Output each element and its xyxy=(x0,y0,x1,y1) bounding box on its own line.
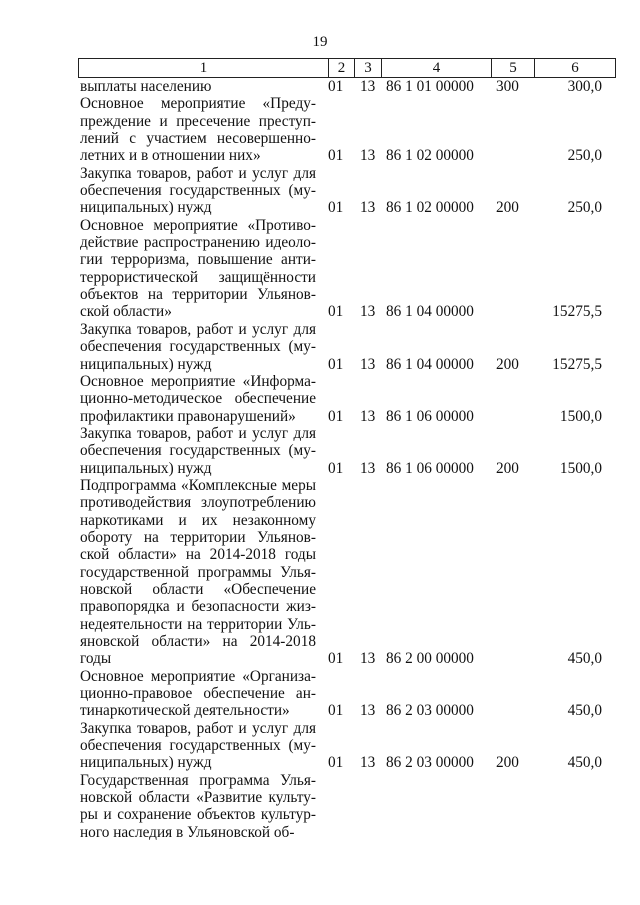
row-section: 01 xyxy=(328,147,344,165)
table-row xyxy=(78,95,616,164)
row-amount: 300,0 xyxy=(567,78,602,95)
row-section: 01 xyxy=(328,199,344,217)
row-section: 01 xyxy=(328,355,344,373)
row-expense-type: 200 xyxy=(496,199,519,217)
header-col-3: 3 xyxy=(354,59,381,77)
row-expense-type: 200 xyxy=(496,355,519,373)
table-header xyxy=(78,58,616,78)
row-target-article: 86 1 02 00000 xyxy=(386,147,474,165)
row-description: Закупка товаров, работ и услуг для обеспечения государственных (муниципальных) нужд xyxy=(80,424,316,477)
header-col-2: 2 xyxy=(328,59,354,77)
row-subsection: 13 xyxy=(360,407,376,425)
row-amount: 15275,5 xyxy=(552,303,602,321)
row-subsection: 13 xyxy=(360,147,376,165)
table-row xyxy=(78,720,616,772)
row-subsection: 13 xyxy=(360,754,376,772)
row-target-article: 86 2 00 00000 xyxy=(386,650,474,668)
header-col-5: 5 xyxy=(491,59,534,77)
row-description: Подпрограмма «Комплексные меры противодействия злоупотреблению наркотиками и их незаконному обороту на территории Ульяновской области» на 2014-2018 годы государственной программы Ульяновской области «Обеспечение правопорядка и безопасности жизнедеятельности на территории Ульяновской области» на 2014-2018 годы xyxy=(80,476,316,668)
row-target-article: 86 1 01 00000 xyxy=(386,78,474,95)
row-amount: 1500,0 xyxy=(559,459,602,477)
table-row xyxy=(78,78,616,95)
page-number: 19 xyxy=(312,34,328,50)
row-description: Основное мероприятие «Информационно-методическое обеспечение профилактики правонарушений» xyxy=(80,372,316,425)
row-target-article: 86 1 06 00000 xyxy=(386,459,474,477)
row-section: 01 xyxy=(328,78,344,95)
row-amount: 250,0 xyxy=(567,147,602,165)
row-section: 01 xyxy=(328,407,344,425)
row-description: Государственная программа Ульяновской области «Развитие культуры и сохранение объектов культурного наследия в Ульяновской об- xyxy=(80,771,316,841)
table-row xyxy=(78,477,616,668)
row-subsection: 13 xyxy=(360,355,376,373)
row-amount: 15275,5 xyxy=(552,355,602,373)
row-target-article: 86 1 04 00000 xyxy=(386,303,474,321)
row-subsection: 13 xyxy=(360,459,376,477)
row-description: Основное мероприятие «Противодействие распространению идеологии терроризма, повышение антитеррористической защищённости объектов на территории Ульяновской области» xyxy=(80,216,316,321)
table-row xyxy=(78,217,616,321)
row-section: 01 xyxy=(328,754,344,772)
row-description: Основное мероприятие «Организационно-правовое обеспечение антинаркотической деятельности» xyxy=(80,667,316,720)
budget-table xyxy=(78,58,616,841)
header-col-1: 1 xyxy=(78,59,328,77)
row-description: Закупка товаров, работ и услуг для обеспечения государственных (муниципальных) нужд xyxy=(80,320,316,373)
row-subsection: 13 xyxy=(360,702,376,720)
table-row xyxy=(78,373,616,425)
row-subsection: 13 xyxy=(360,650,376,668)
row-expense-type: 300 xyxy=(496,78,519,95)
table-row xyxy=(78,668,616,720)
row-amount: 450,0 xyxy=(567,754,602,772)
row-description: Основное мероприятие «Предупреждение и пресечение преступлений с участием несовершеннолетних и в отношении них» xyxy=(80,95,316,165)
row-description: Закупка товаров, работ и услуг для обеспечения государственных (муниципальных) нужд xyxy=(80,164,316,217)
table-row xyxy=(78,165,616,217)
row-section: 01 xyxy=(328,459,344,477)
row-subsection: 13 xyxy=(360,303,376,321)
row-subsection: 13 xyxy=(360,78,376,95)
row-target-article: 86 1 06 00000 xyxy=(386,407,474,425)
row-target-article: 86 2 03 00000 xyxy=(386,702,474,720)
row-amount: 250,0 xyxy=(567,199,602,217)
table-row xyxy=(78,772,616,841)
header-col-4: 4 xyxy=(381,59,491,77)
row-amount: 1500,0 xyxy=(559,407,602,425)
row-description: Закупка товаров, работ и услуг для обеспечения государственных (муниципальных) нужд xyxy=(80,719,316,772)
row-description: выплаты населению xyxy=(80,78,212,95)
row-subsection: 13 xyxy=(360,199,376,217)
row-target-article: 86 2 03 00000 xyxy=(386,754,474,772)
row-amount: 450,0 xyxy=(567,702,602,720)
row-expense-type: 200 xyxy=(496,459,519,477)
row-section: 01 xyxy=(328,702,344,720)
row-expense-type: 200 xyxy=(496,754,519,772)
table-row xyxy=(78,321,616,373)
row-section: 01 xyxy=(328,650,344,668)
table-row xyxy=(78,425,616,477)
row-target-article: 86 1 02 00000 xyxy=(386,199,474,217)
row-target-article: 86 1 04 00000 xyxy=(386,355,474,373)
row-section: 01 xyxy=(328,303,344,321)
header-col-6: 6 xyxy=(534,59,616,77)
row-amount: 450,0 xyxy=(567,650,602,668)
